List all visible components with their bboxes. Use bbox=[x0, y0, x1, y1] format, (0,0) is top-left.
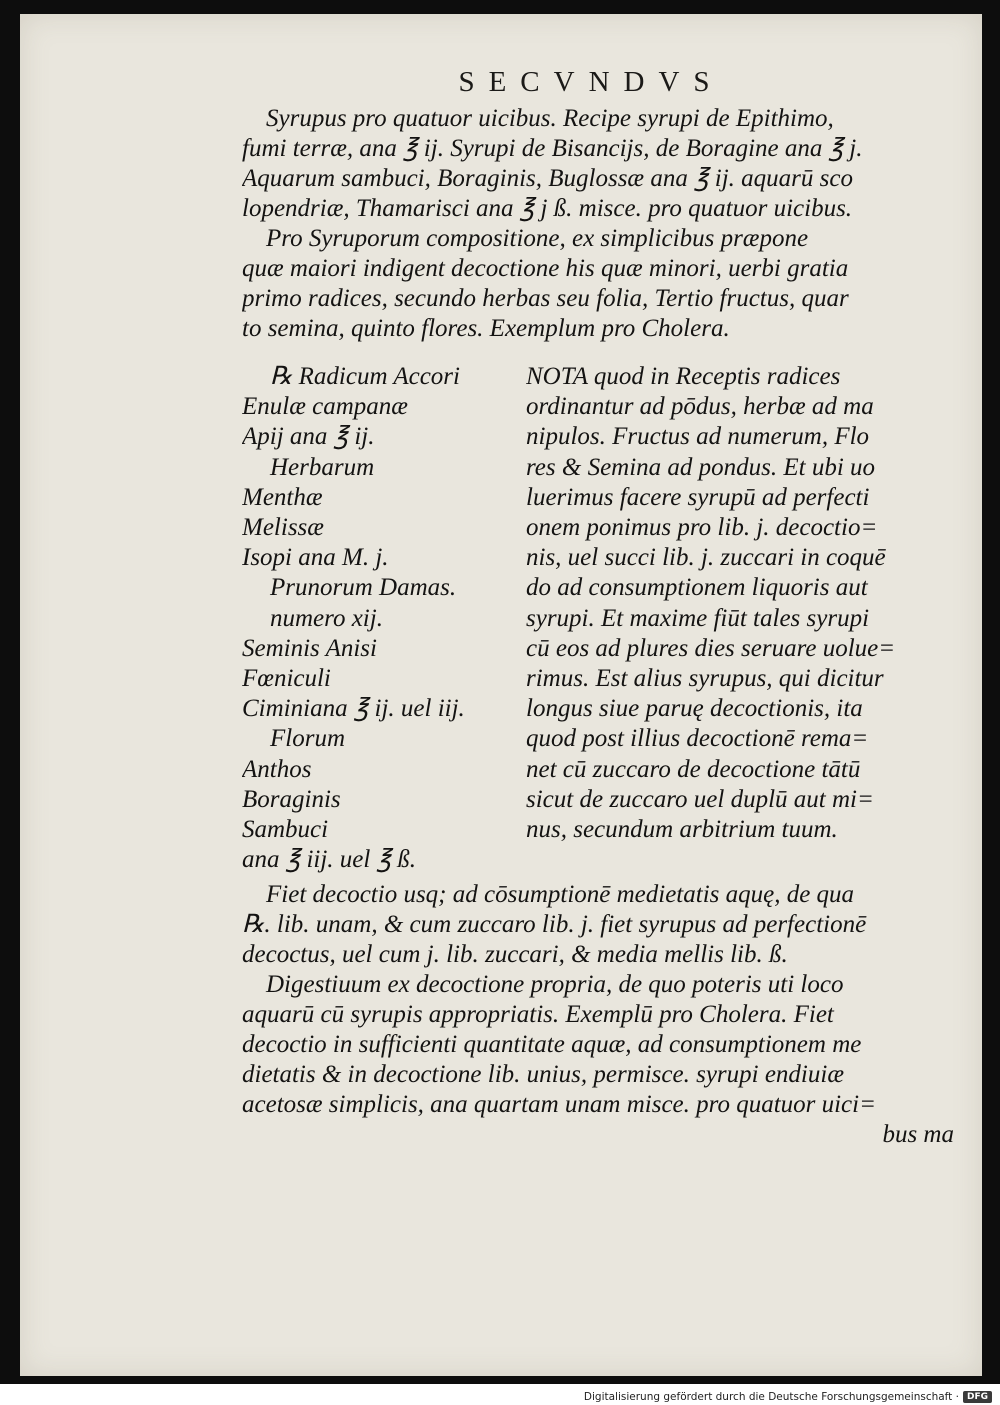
text-line: decoctio in sufficienti quantitate aquæ, ad consumptionem me bbox=[242, 1031, 862, 1058]
ingredient-line: Apij ana ℥ ij. bbox=[242, 423, 375, 451]
nota-line: luerimus facere syrupū ad perfecti bbox=[526, 483, 870, 511]
text-line: Pro Syruporum compositione, ex simplicibus præpone bbox=[266, 225, 809, 252]
ingredient-line: Menthæ bbox=[242, 483, 323, 511]
text-line: decoctus, uel cum j. lib. zuccari, & media mellis lib. ß. bbox=[242, 941, 788, 968]
book-page bbox=[20, 14, 982, 1376]
recipe-ingredients-column bbox=[242, 362, 522, 875]
text-line: Aquarum sambuci, Boraginis, Buglossæ ana ℥ ij. aquarū sco bbox=[242, 165, 853, 192]
digitization-footer bbox=[584, 1391, 992, 1403]
nota-line: res & Semina ad pondus. Et ubi uo bbox=[526, 453, 876, 481]
nota-line: syrupi. Et maxime fiūt tales syrupi bbox=[526, 604, 870, 632]
text-line: lopendriæ, Thamarisci ana ℥ j ß. misce. pro quatuor uicibus. bbox=[242, 195, 853, 222]
ingredient-line: Sambuci bbox=[242, 816, 329, 844]
text-line: to semina, quinto flores. Exemplum pro Cholera. bbox=[242, 315, 730, 342]
text-line: ℞. lib. unam, & cum zuccaro lib. j. fiet syrupus ad perfectionē bbox=[242, 911, 867, 938]
nota-line: nipulos. Fructus ad numerum, Flo bbox=[526, 423, 870, 451]
nota-line: nis, uel succi lib. j. zuccari in coquē bbox=[526, 544, 886, 572]
ingredient-line: Florum bbox=[270, 725, 345, 753]
nota-line: ordinantur ad pōdus, herbæ ad ma bbox=[526, 393, 874, 421]
text-line: fumi terræ, ana ℥ ij. Syrupi de Bisancijs, de Boragine ana ℥ j. bbox=[242, 135, 863, 162]
two-column-section bbox=[242, 362, 954, 882]
text-line: bus ma bbox=[882, 1121, 954, 1148]
nota-column bbox=[526, 362, 956, 845]
nota-line: nus, secundum arbitrium tuum. bbox=[526, 816, 838, 844]
text-line: dietatis & in decoctione lib. unius, permisce. syrupi endiuiæ bbox=[242, 1061, 845, 1088]
text-line: Digestiuum ex decoctione propria, de quo poteris uti loco bbox=[266, 971, 844, 998]
nota-line: NOTA quod in Receptis radices bbox=[526, 363, 841, 390]
footer-text: Digitalisierung gefördert durch die Deutsche Forschungsgemeinschaft · bbox=[583, 1391, 959, 1403]
ingredient-line: ℞ Radicum Accori bbox=[270, 363, 460, 390]
page-content bbox=[20, 14, 982, 1376]
ingredient-line: Boraginis bbox=[242, 785, 341, 813]
top-paragraphs bbox=[242, 104, 954, 344]
ingredient-line: Enulæ campanæ bbox=[242, 393, 408, 421]
ingredient-line: numero xij. bbox=[270, 604, 383, 632]
dfg-logo: DFG bbox=[963, 1391, 992, 1403]
nota-line: rimus. Est alius syrupus, qui dicitur bbox=[526, 665, 884, 693]
nota-line: do ad consumptionem liquoris aut bbox=[526, 574, 868, 602]
ingredient-line: Prunorum Damas. bbox=[270, 574, 457, 602]
ingredient-line: Fœniculi bbox=[242, 665, 331, 693]
ingredient-line: Isopi ana M. j. bbox=[242, 544, 389, 572]
bottom-paragraphs bbox=[242, 880, 954, 1150]
text-line: Fiet decoctio usq; ad cōsumptionē medietatis aquę, de qua bbox=[266, 881, 855, 908]
text-line: quæ maiori indigent decoctione his quæ minori, uerbi gratia bbox=[242, 255, 849, 282]
nota-line: sicut de zuccaro uel duplū aut mi= bbox=[526, 785, 874, 813]
text-line: acetosæ simplicis, ana quartam unam misce. pro quatuor uici= bbox=[242, 1091, 876, 1118]
ingredient-line: ana ℥ iij. uel ℥ ß. bbox=[242, 846, 417, 874]
nota-line: onem ponimus pro lib. j. decoctio= bbox=[526, 514, 878, 542]
ingredient-line: Herbarum bbox=[270, 453, 375, 481]
text-line: primo radices, secundo herbas seu folia, Tertio fructus, quar bbox=[242, 285, 849, 312]
ingredient-line: Ciminiana ℥ ij. uel iij. bbox=[242, 695, 465, 723]
ingredient-line: Anthos bbox=[242, 755, 312, 783]
nota-line: cū eos ad plures dies seruare uolue= bbox=[526, 634, 896, 662]
nota-line: longus siue paruę decoctionis, ita bbox=[526, 695, 863, 723]
nota-line: quod post illius decoctionē rema= bbox=[526, 725, 869, 753]
running-head: SECVNDVS bbox=[458, 66, 724, 98]
ingredient-line: Seminis Anisi bbox=[242, 634, 377, 662]
text-line: Syrupus pro quatuor uicibus. Recipe syrupi de Epithimo, bbox=[266, 105, 834, 132]
nota-line: net cū zuccaro de decoctione tātū bbox=[526, 755, 861, 783]
text-line: aquarū cū syrupis appropriatis. Exemplū pro Cholera. Fiet bbox=[242, 1001, 834, 1028]
ingredient-line: Melissæ bbox=[242, 514, 324, 542]
